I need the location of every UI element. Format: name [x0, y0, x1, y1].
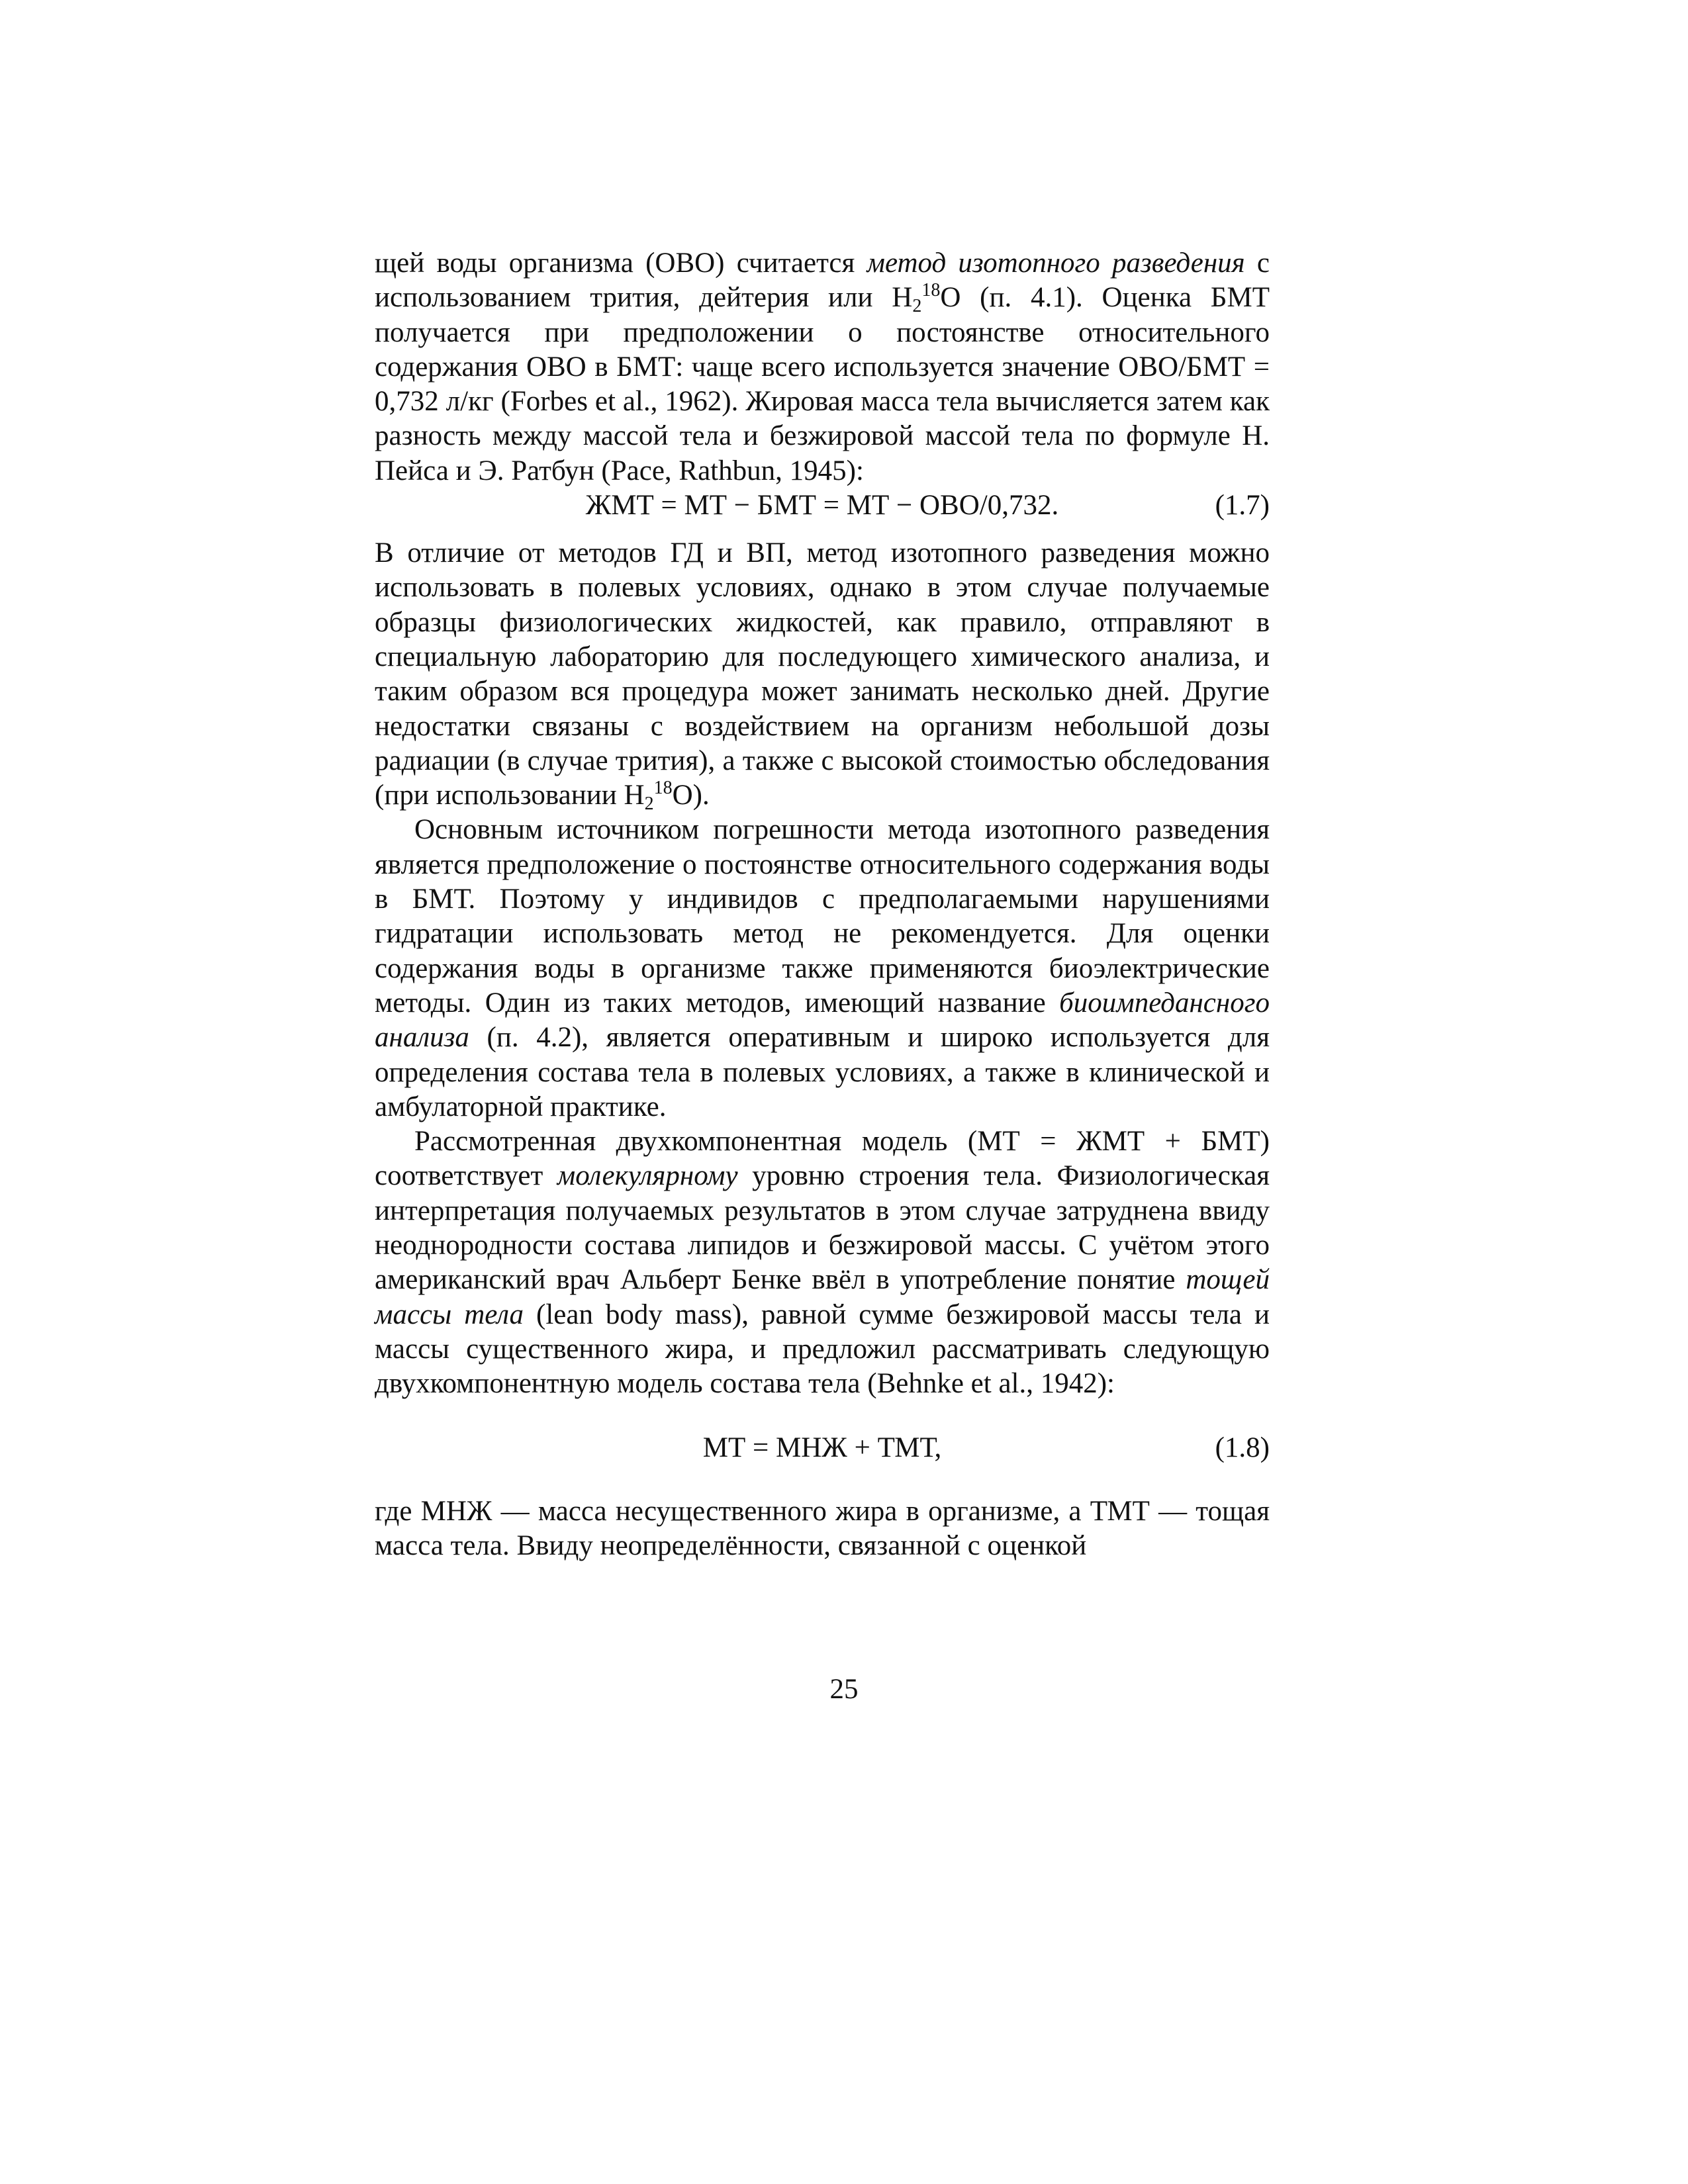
paragraph-definitions: где МНЖ — масса несущественного жира в организме, а ТМТ — тощая масса тела. Ввиду неопределённости, связанной с оценкой [375, 1495, 1270, 1561]
body-text [375, 246, 1270, 1563]
paragraph-isotope-dilution: щей воды организма (ОВО) считается метод изотопного разведения с использованием трития, дейтерия или $H_2^{18}O$ (п. 4.1). Оценка БМТ получается при предположении о постоянстве относительного содержания ОВО в БМТ: чаще всего используется значение ОВО/БМТ = 0,732 л/кг (Forbes et al., 1962). Жировая масса тела вычисляется затем как разность между массой тела и безжировой массой тела по формуле Н. Пейса и Э. Ратбун (Pace, Rathbun, 1945): [375, 248, 1270, 486]
equation-number: (1.8) [1215, 1432, 1270, 1463]
equation-1-7 [375, 488, 1270, 523]
paragraph-error-source: Основным источником погрешности метода изотопного разведения является предположение о постоянстве относительного содержания воды в БМТ. Поэтому у индивидов с предполагаемыми нарушениями гидратации использовать метод не рекомендуется. Для оценки содержания воды в организме также применяются биоэлектрические методы. Один из таких методов, имеющий название биоимпедансного анализа (п. 4.2), является оперативным и широко используется для определения состава тела в полевых условиях, а также в клинической и амбулаторной практике. [375, 814, 1270, 1122]
equation-formula: ЖМТ = МТ − БМТ = МТ − ОВО/0,732. [585, 490, 1059, 522]
equation-formula: МТ = МНЖ + ТМТ, [702, 1432, 942, 1463]
paragraph-field-use: В отличие от методов ГД и ВП, метод изотопного разведения можно использовать в полевых условиях, однако в этом случае получаемые образцы физиологических жидкостей, как правило, отправляют в специальную лабораторию для последующего химического анализа, и таким образом вся процедура может занимать несколько дней. Другие недостатки связаны с воздействием на организм небольшой дозы радиации (в случае трития), а также с высокой стоимостью обследования (при использовании $H_2^{18}O$). [375, 537, 1270, 815]
page-number: 25 [829, 1674, 859, 1705]
term-molecular: молекулярному [557, 1160, 738, 1192]
equation-number: (1.7) [1215, 490, 1270, 522]
equation-1-8 [375, 1431, 1270, 1465]
term-lean-body-mass: тощей массы тела [375, 1264, 1270, 1330]
term-bioimpedance: биоимпедансного анализа [375, 987, 1270, 1054]
paragraph-two-component-model: Рассмотренная двухкомпонентная модель (МТ = ЖМТ + БМТ) соответствует молекулярному уровню строения тела. Физиологическая интерпретация получаемых результатов в этом случае затруднена ввиду неоднородности состава липидов и безжировой массы. С учётом этого американский врач Альберт Бенке ввёл в употребление понятие тощей массы тела (lean body mass), равной сумме безжировой массы тела и массы существенного жира, и предложил рассматривать следующую двухкомпонентную модель состава тела (Behnke et al., 1942): [375, 1126, 1270, 1400]
term-isotope-dilution: метод изотопного разведения [867, 248, 1245, 279]
